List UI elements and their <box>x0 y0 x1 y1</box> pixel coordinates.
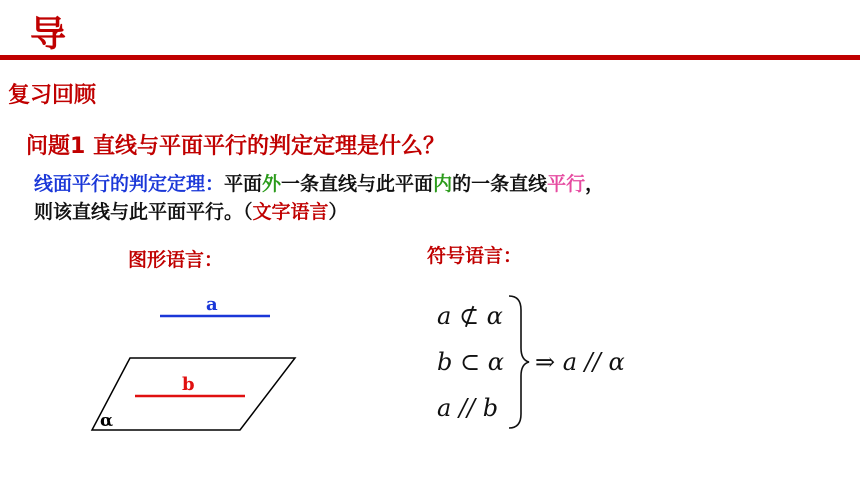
graphic-language-label: 图形语言： <box>128 249 224 271</box>
formula-row-3: a // b <box>437 394 499 422</box>
keyword-inside: 内 <box>433 173 453 195</box>
line-a-label: a <box>206 294 218 315</box>
keyword-text-language: 文字语言 <box>252 201 329 223</box>
theorem-line2-text: 则该直线与此平面平行。（ <box>34 201 253 223</box>
parallel-diagram <box>80 288 320 438</box>
line-b-label: b <box>182 374 195 395</box>
formula-conclusion: ⇒ a // α <box>535 348 625 376</box>
theorem-seg-3: 的一条直线 <box>452 173 548 195</box>
theorem-line-1 <box>34 170 834 198</box>
symbolic-language-label: 符号语言： <box>427 245 523 267</box>
section-title: 复习回顾 <box>8 83 97 108</box>
theorem-seg-1: 平面 <box>224 173 263 195</box>
formula-row-1: a ⊄ α <box>437 302 503 330</box>
symbolic-formula <box>425 288 665 433</box>
header-divider <box>0 55 860 60</box>
theorem-label: 线面平行的判定定理： <box>34 173 225 195</box>
header-title: 导 <box>30 14 67 55</box>
right-brace <box>509 296 529 428</box>
theorem-statement <box>34 170 834 226</box>
formula-row-2: b ⊂ α <box>437 348 504 376</box>
theorem-seg-4: ， <box>585 173 605 195</box>
theorem-line-2 <box>34 198 834 226</box>
theorem-line2-end: ） <box>328 201 348 223</box>
question-text: 问题1 直线与平面平行的判定定理是什么？ <box>26 134 445 159</box>
plane-alpha-label: α <box>100 411 114 431</box>
keyword-outside: 外 <box>262 173 282 195</box>
theorem-seg-2: 一条直线与此平面 <box>281 173 434 195</box>
keyword-parallel: 平行 <box>547 173 586 195</box>
